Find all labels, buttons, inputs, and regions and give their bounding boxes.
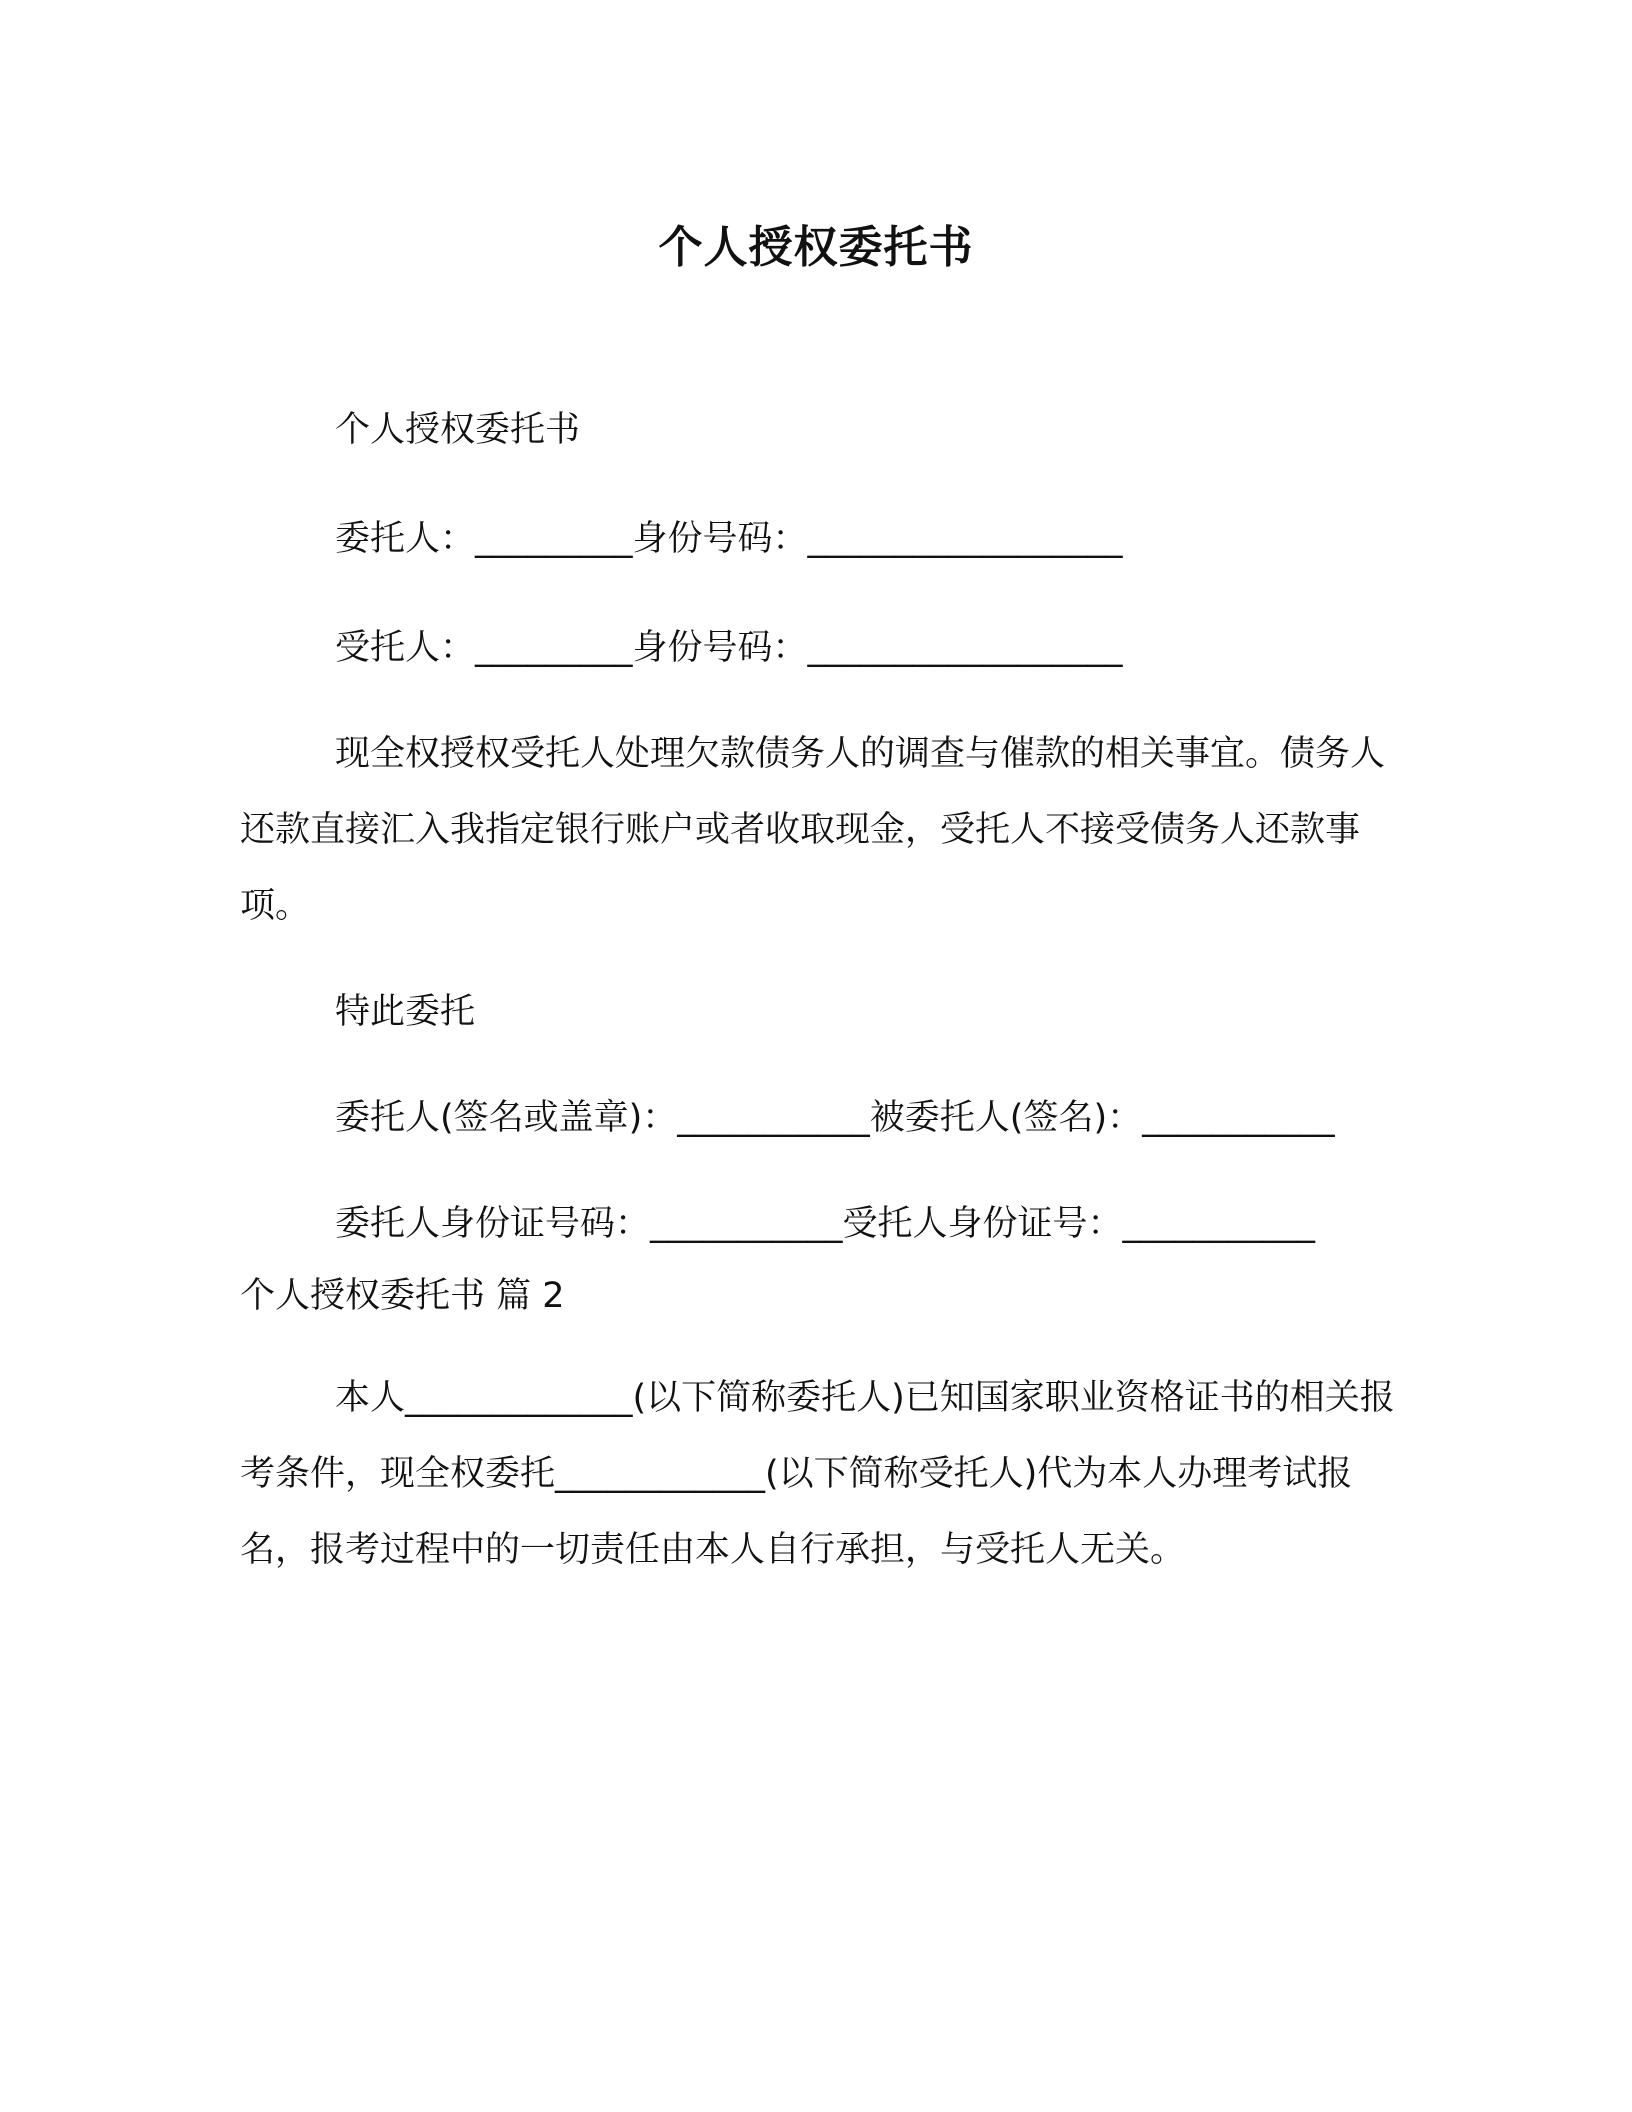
document-title: 个人授权委托书	[658, 222, 974, 273]
principal-line: 委托人：_________身份号码：__________________	[335, 519, 1123, 559]
authorization-paragraph: 现全权授权受托人处理欠款债务人的调查与催款的相关事宜。债务人还款直接汇入我指定银行账户或者收取现金，受托人不接受债务人还款事项。	[240, 734, 1386, 926]
document-body	[240, 392, 1400, 1588]
subtitle-paragraph: 个人授权委托书	[335, 410, 581, 450]
id-number-line: 委托人身份证号码：___________受托人身份证号：___________	[335, 1204, 1316, 1244]
exam-authorization-paragraph: 本人_____________(以下简称委托人)已知国家职业资格证书的相关报考条件，现全权委托____________(以下简称受托人)代为本人办理考试报名，报考过程中的一切责任由本人自行承担，与受托人无关。	[240, 1378, 1395, 1570]
section-heading: 个人授权委托书 篇 2	[240, 1276, 565, 1316]
agent-line: 受托人：_________身份号码：__________________	[335, 628, 1123, 668]
closing-phrase: 特此委托	[335, 992, 476, 1032]
signature-line: 委托人(签名或盖章)：___________被委托人(签名)：___________	[335, 1098, 1335, 1138]
